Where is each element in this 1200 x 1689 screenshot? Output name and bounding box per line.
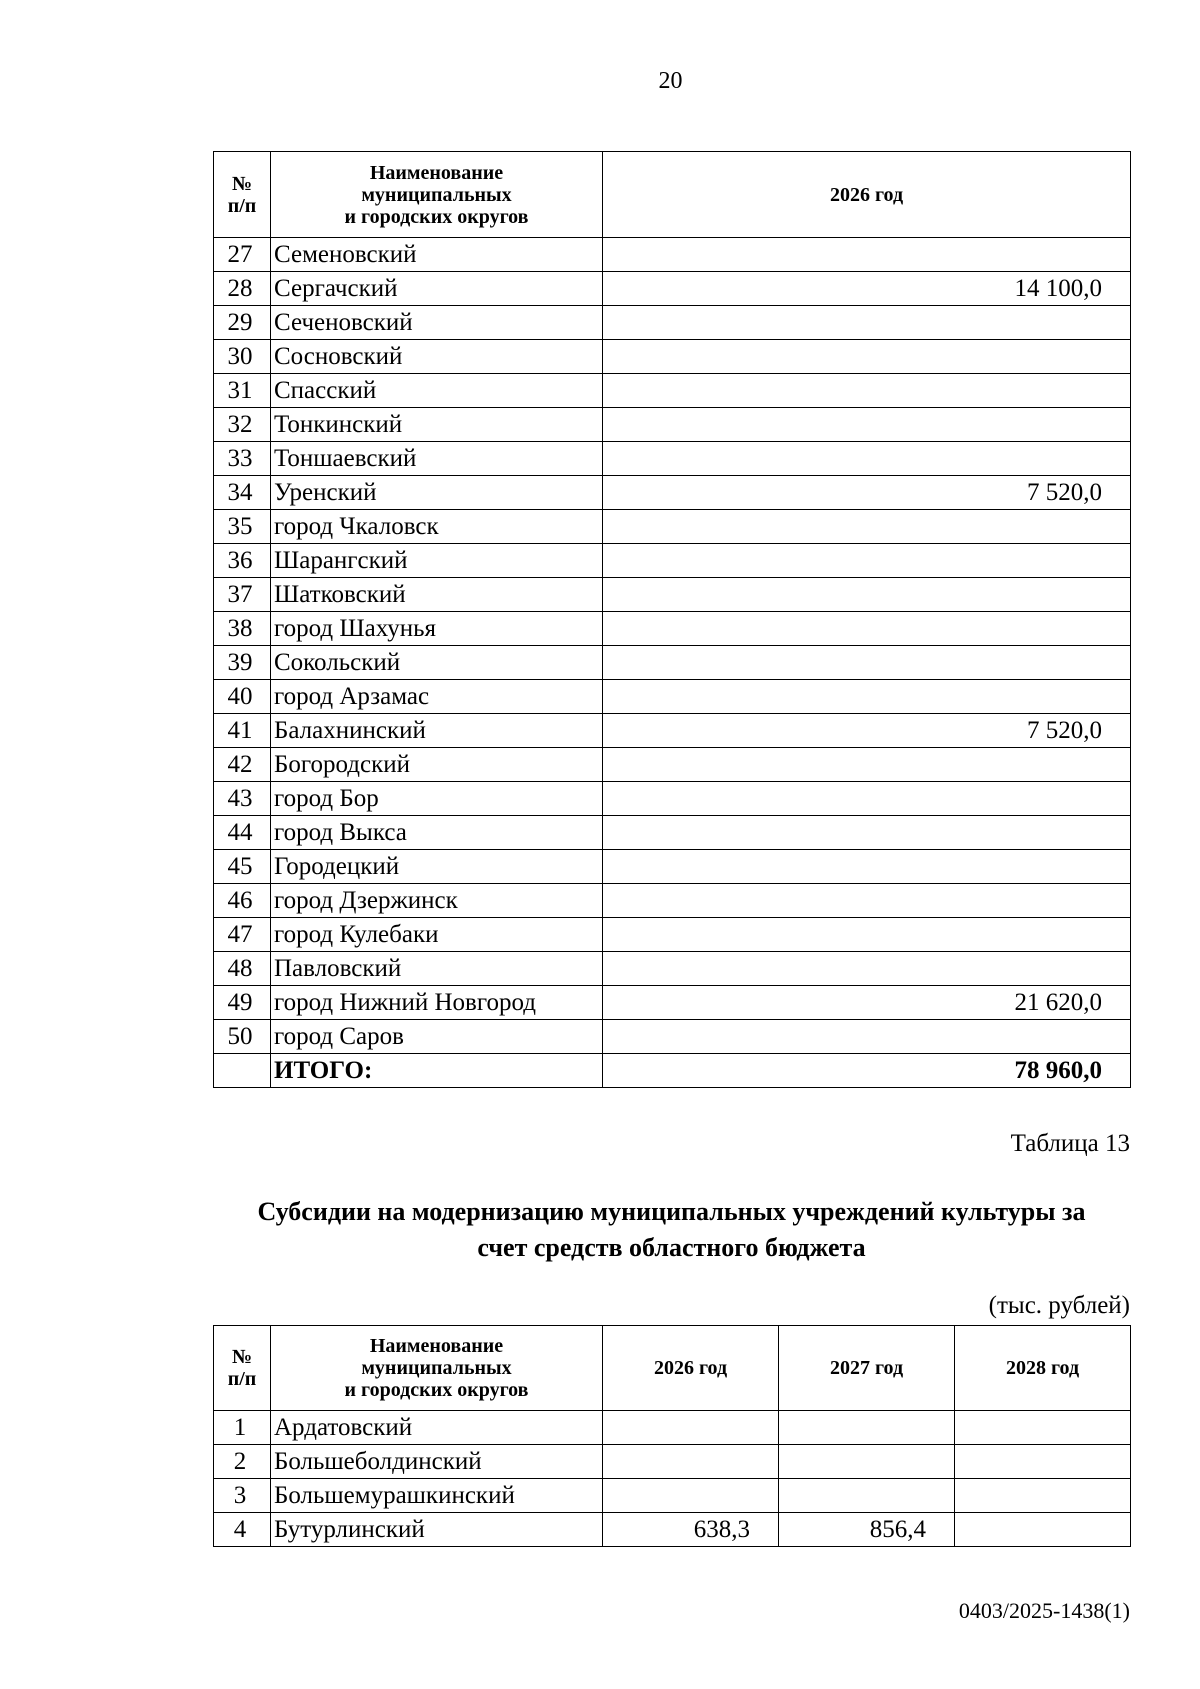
table-row xyxy=(214,1020,1131,1054)
value-2026: 7 520,0 xyxy=(603,714,1131,748)
value-2026 xyxy=(603,884,1131,918)
section-title xyxy=(213,1194,1130,1266)
table-row xyxy=(214,306,1131,340)
value-2027 xyxy=(779,1479,955,1513)
municipality-name: город Бор xyxy=(271,782,603,816)
row-number: 27 xyxy=(214,238,271,272)
value-2026: 7 520,0 xyxy=(603,476,1131,510)
table-row xyxy=(214,544,1131,578)
municipality-name: Бутурлинский xyxy=(271,1513,603,1547)
row-number: 31 xyxy=(214,374,271,408)
row-number: 38 xyxy=(214,612,271,646)
table-row xyxy=(214,986,1131,1020)
value-2026 xyxy=(603,816,1131,850)
table-row xyxy=(214,272,1131,306)
municipality-name: город Арзамас xyxy=(271,680,603,714)
value-2027 xyxy=(779,1445,955,1479)
row-number: 43 xyxy=(214,782,271,816)
row-number: 29 xyxy=(214,306,271,340)
municipality-name: Сергачский xyxy=(271,272,603,306)
row-number: 40 xyxy=(214,680,271,714)
table-row xyxy=(214,1513,1131,1547)
table-row xyxy=(214,238,1131,272)
value-2026: 21 620,0 xyxy=(603,986,1131,1020)
table-13 xyxy=(213,1325,1131,1547)
table-row xyxy=(214,1445,1131,1479)
value-2028 xyxy=(955,1445,1131,1479)
table-row xyxy=(214,952,1131,986)
value-2026 xyxy=(603,748,1131,782)
header-name xyxy=(271,152,603,238)
value-2027 xyxy=(779,1411,955,1445)
value-2026 xyxy=(603,238,1131,272)
value-2026 xyxy=(603,442,1131,476)
row-number: 35 xyxy=(214,510,271,544)
municipality-name: город Чкаловск xyxy=(271,510,603,544)
header-num-line: п/п xyxy=(227,1368,257,1390)
table-row xyxy=(214,510,1131,544)
municipality-name: Шатковский xyxy=(271,578,603,612)
municipality-name: Ардатовский xyxy=(271,1411,603,1445)
header-name-line: и городских округов xyxy=(344,205,529,228)
header-name-line: муниципальных xyxy=(361,1357,512,1379)
table-row xyxy=(214,340,1131,374)
row-number: 47 xyxy=(214,918,271,952)
table-row xyxy=(214,816,1131,850)
value-2026 xyxy=(603,680,1131,714)
value-2026 xyxy=(603,918,1131,952)
municipality-name: Уренский xyxy=(271,476,603,510)
section-title-line: счет средств областного бюджета xyxy=(477,1233,866,1262)
municipality-name: Тоншаевский xyxy=(271,442,603,476)
row-number: 42 xyxy=(214,748,271,782)
municipality-name: город Шахунья xyxy=(271,612,603,646)
page-number: 20 xyxy=(658,68,683,94)
value-2028 xyxy=(955,1479,1131,1513)
section-title-line: Субсидии на модернизацию муниципальных учреждений культуры за xyxy=(257,1197,1086,1226)
row-number: 39 xyxy=(214,646,271,680)
municipality-name: Сосновский xyxy=(271,340,603,374)
value-2028 xyxy=(955,1513,1131,1547)
header-year-2027: 2027 год xyxy=(779,1326,955,1411)
municipality-name: город Кулебаки xyxy=(271,918,603,952)
units-label: (тыс. рублей) xyxy=(988,1292,1130,1319)
header-num-line: п/п xyxy=(227,194,257,217)
header-name-line: и городских округов xyxy=(344,1379,529,1401)
table-row xyxy=(214,918,1131,952)
table-row xyxy=(214,782,1131,816)
table-row xyxy=(214,408,1131,442)
value-2027: 856,4 xyxy=(779,1513,955,1547)
total-value: 78 960,0 xyxy=(603,1054,1131,1088)
municipality-name: город Саров xyxy=(271,1020,603,1054)
municipality-name: город Выкса xyxy=(271,816,603,850)
table-row xyxy=(214,884,1131,918)
table-row xyxy=(214,850,1131,884)
table-row xyxy=(214,680,1131,714)
total-label: ИТОГО: xyxy=(271,1054,603,1088)
value-2026: 638,3 xyxy=(603,1513,779,1547)
table-row xyxy=(214,374,1131,408)
row-number: 48 xyxy=(214,952,271,986)
header-name-line: Наименование xyxy=(369,1335,504,1357)
header-num xyxy=(214,1326,271,1411)
row-number: 36 xyxy=(214,544,271,578)
total-row xyxy=(214,1054,1131,1088)
row-number: 4 xyxy=(214,1513,271,1547)
header-year-2028: 2028 год xyxy=(955,1326,1131,1411)
municipality-name: Большеболдинский xyxy=(271,1445,603,1479)
row-number: 49 xyxy=(214,986,271,1020)
total-num-empty xyxy=(214,1054,271,1088)
table-row xyxy=(214,748,1131,782)
value-2026 xyxy=(603,340,1131,374)
value-2026 xyxy=(603,1020,1131,1054)
row-number: 34 xyxy=(214,476,271,510)
value-2026 xyxy=(603,510,1131,544)
header-num-line: № xyxy=(231,1346,253,1368)
municipality-name: Сеченовский xyxy=(271,306,603,340)
row-number: 50 xyxy=(214,1020,271,1054)
table-13-body xyxy=(214,1411,1131,1547)
header-name-line: Наименование xyxy=(369,161,504,184)
municipality-name: город Нижний Новгород xyxy=(271,986,603,1020)
table-header-row xyxy=(214,1326,1131,1411)
municipality-name: Богородский xyxy=(271,748,603,782)
header-num-line: № xyxy=(231,172,253,195)
header-year-2026: 2026 год xyxy=(603,152,1131,238)
row-number: 44 xyxy=(214,816,271,850)
row-number: 41 xyxy=(214,714,271,748)
value-2026 xyxy=(603,374,1131,408)
value-2026 xyxy=(603,544,1131,578)
header-name-line: муниципальных xyxy=(361,183,512,206)
value-2026 xyxy=(603,782,1131,816)
table-row xyxy=(214,1411,1131,1445)
row-number: 3 xyxy=(214,1479,271,1513)
table-row xyxy=(214,612,1131,646)
value-2026 xyxy=(603,578,1131,612)
value-2026 xyxy=(603,408,1131,442)
value-2026 xyxy=(603,646,1131,680)
value-2026 xyxy=(603,306,1131,340)
table-header-row xyxy=(214,152,1131,238)
header-name xyxy=(271,1326,603,1411)
value-2026 xyxy=(603,850,1131,884)
row-number: 46 xyxy=(214,884,271,918)
table-row xyxy=(214,442,1131,476)
municipality-name: Балахнинский xyxy=(271,714,603,748)
value-2026 xyxy=(603,1411,779,1445)
value-2028 xyxy=(955,1411,1131,1445)
value-2026 xyxy=(603,952,1131,986)
municipality-name: Большемурашкинский xyxy=(271,1479,603,1513)
municipality-name: Спасский xyxy=(271,374,603,408)
table-label: Таблица 13 xyxy=(1010,1130,1130,1157)
value-2026 xyxy=(603,1445,779,1479)
row-number: 30 xyxy=(214,340,271,374)
municipality-name: Городецкий xyxy=(271,850,603,884)
municipality-name: Тонкинский xyxy=(271,408,603,442)
municipality-name: Сокольский xyxy=(271,646,603,680)
municipality-name: Семеновский xyxy=(271,238,603,272)
row-number: 45 xyxy=(214,850,271,884)
municipality-name: город Дзержинск xyxy=(271,884,603,918)
municipality-name: Павловский xyxy=(271,952,603,986)
table-row xyxy=(214,578,1131,612)
value-2026 xyxy=(603,612,1131,646)
table-12-body xyxy=(214,238,1131,1088)
row-number: 28 xyxy=(214,272,271,306)
value-2026 xyxy=(603,1479,779,1513)
table-row xyxy=(214,714,1131,748)
row-number: 32 xyxy=(214,408,271,442)
table-row xyxy=(214,1479,1131,1513)
document-code: 0403/2025-1438(1) xyxy=(958,1598,1130,1623)
row-number: 1 xyxy=(214,1411,271,1445)
header-num xyxy=(214,152,271,238)
row-number: 33 xyxy=(214,442,271,476)
table-12-continued xyxy=(213,151,1131,1088)
row-number: 2 xyxy=(214,1445,271,1479)
municipality-name: Шарангский xyxy=(271,544,603,578)
header-year-2026: 2026 год xyxy=(603,1326,779,1411)
table-row xyxy=(214,476,1131,510)
value-2026: 14 100,0 xyxy=(603,272,1131,306)
row-number: 37 xyxy=(214,578,271,612)
table-row xyxy=(214,646,1131,680)
